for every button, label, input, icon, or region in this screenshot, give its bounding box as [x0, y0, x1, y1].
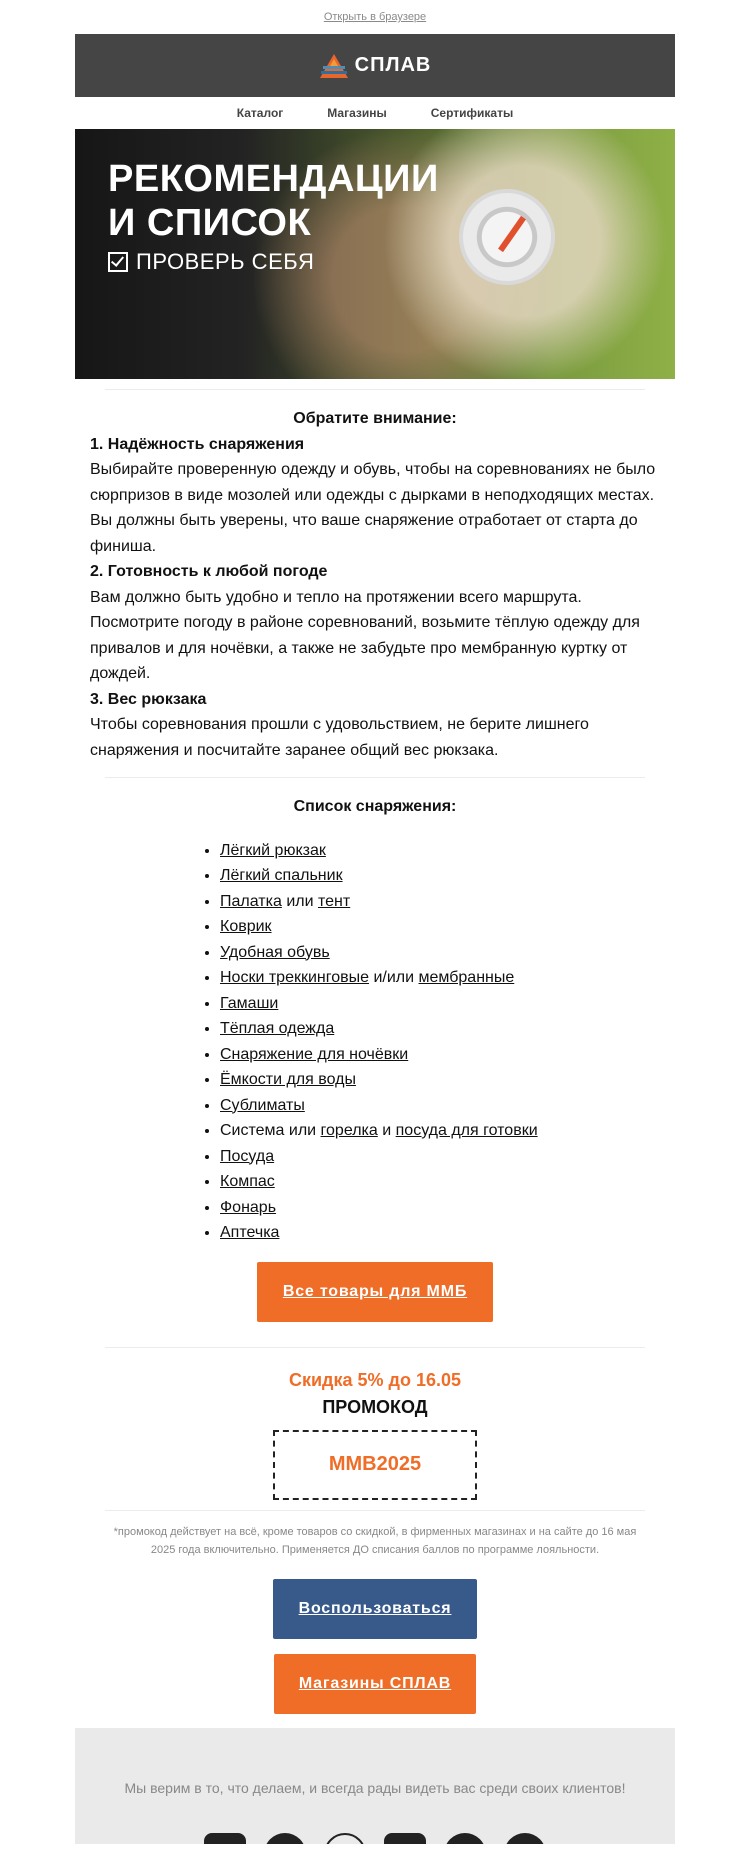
- promo-disclaimer: *промокод действует на всё, кроме товаров со скидкой, в фирменных магазинах и на сайте до 16 мая 2025 года включительно. Применяется ДО списания баллов по программе лояльности.: [113, 1525, 637, 1556]
- gear-link-sleeping-bag[interactable]: Лёгкий спальник: [220, 867, 343, 884]
- gear-section: [75, 778, 675, 1246]
- gear-link-membrane[interactable]: мембранные: [418, 969, 515, 986]
- list-item: [220, 838, 675, 864]
- gear-link-first-aid[interactable]: Аптечка: [220, 1224, 280, 1241]
- gear-text-system-or: Система или: [220, 1122, 317, 1139]
- checkbox-icon: [108, 252, 128, 272]
- gear-link-mat[interactable]: Коврик: [220, 918, 272, 935]
- social-icon-4[interactable]: [384, 1833, 426, 1844]
- social-icon-2[interactable]: [264, 1833, 306, 1844]
- nav-certificates[interactable]: Сертификаты: [430, 106, 514, 120]
- social-icon-5[interactable]: [444, 1833, 486, 1844]
- list-item: [220, 1144, 675, 1170]
- hero-subtitle-text: ПРОВЕРЬ СЕБЯ: [136, 249, 315, 274]
- list-item: [220, 940, 675, 966]
- attention-section: [75, 390, 675, 763]
- hero-title: [108, 157, 439, 245]
- gear-link-flashlight[interactable]: Фонарь: [220, 1198, 277, 1216]
- list-item: [220, 1067, 675, 1093]
- gear-link-tarp[interactable]: тент: [317, 892, 351, 910]
- nav-catalog[interactable]: Каталог: [236, 106, 284, 120]
- point-2-text: Вам должно быть удобно и тепло на протяжении всего маршрута. Посмотрите погоду в районе соревнований, возьмите тёплую одежду для привалов и для ночёвки, а также не забудьте про мембранную куртку от дождей.: [90, 588, 640, 682]
- gear-link-backpack[interactable]: Лёгкий рюкзак: [220, 841, 326, 859]
- nav-stores[interactable]: Магазины: [327, 106, 387, 120]
- gear-link-socks[interactable]: Носки треккинговые: [220, 969, 370, 986]
- hero-banner[interactable]: [75, 129, 675, 379]
- open-in-browser-link[interactable]: Открыть в браузере: [323, 11, 427, 23]
- logo-text: СПЛАВ: [354, 54, 432, 76]
- splav-stores-button[interactable]: Магазины СПЛАВ: [274, 1654, 476, 1714]
- list-item: [220, 1169, 675, 1195]
- promo-discount: Скидка 5% до 16.05: [288, 1369, 461, 1390]
- social-icon-3[interactable]: [324, 1833, 366, 1844]
- gear-link-cookware[interactable]: посуда для готовки: [395, 1122, 538, 1139]
- footer-message: Мы верим в то, что делаем, и всегда рады видеть вас среди своих клиентов!: [124, 1779, 626, 1796]
- list-item: [220, 991, 675, 1017]
- list-item: [220, 1118, 675, 1144]
- gear-text-and: и: [382, 1122, 392, 1139]
- list-item: [220, 863, 675, 889]
- point-1-heading: 1. Надёжность снаряжения: [90, 435, 305, 453]
- promo-code: MMB2025: [328, 1453, 422, 1475]
- point-2-heading: 2. Готовность к любой погоде: [90, 563, 328, 580]
- footer: [75, 1728, 675, 1844]
- gear-link-tent[interactable]: Палатка: [220, 892, 282, 910]
- gear-link-shoes[interactable]: Удобная обувь: [220, 943, 330, 961]
- hero-subtitle: [108, 249, 314, 275]
- promo-label: ПРОМОКОД: [322, 1396, 428, 1417]
- gear-link-burner[interactable]: горелка: [320, 1122, 378, 1139]
- point-3-text: Чтобы соревнования прошли с удовольствием, не берите лишнего снаряжения и посчитайте заранее общий вес рюкзака.: [90, 716, 589, 759]
- list-item: [220, 1093, 675, 1119]
- splav-logo-icon: [319, 53, 349, 79]
- list-item: [220, 1220, 675, 1246]
- social-icon-1[interactable]: [204, 1833, 246, 1844]
- list-item: [220, 1042, 675, 1068]
- point-1-text: Выбирайте проверенную одежду и обувь, чтобы на соревнованиях не было сюрпризов в виде мозолей или одежды с дырками в неподходящих местах. Вы должны быть уверены, что ваше снаряжение отработает от старта до финиша.: [90, 461, 656, 555]
- all-mmb-products-button[interactable]: Все товары для ММБ: [257, 1262, 493, 1322]
- gear-link-gaiters[interactable]: Гамаши: [220, 994, 279, 1012]
- point-3-heading: 3. Вес рюкзака: [90, 690, 207, 708]
- gear-text-and-or: и/или: [373, 969, 415, 986]
- logo[interactable]: [319, 53, 432, 79]
- use-promo-button[interactable]: Воспользоваться: [273, 1579, 477, 1639]
- list-item: [220, 1195, 675, 1221]
- gear-link-water[interactable]: Ёмкости для воды: [220, 1071, 356, 1088]
- attention-title: Обратите внимание:: [293, 410, 457, 427]
- list-item: [220, 1016, 675, 1042]
- social-links: [75, 1833, 675, 1844]
- gear-text-or: или: [286, 892, 314, 910]
- email-container: [75, 0, 675, 1844]
- gear-link-compass[interactable]: Компас: [220, 1173, 275, 1190]
- list-item: [220, 914, 675, 940]
- hero-title-line1: РЕКОМЕНДАЦИИ: [108, 158, 439, 200]
- gear-link-food[interactable]: Сублиматы: [220, 1096, 305, 1114]
- promo-code-box[interactable]: [273, 1430, 477, 1500]
- gear-link-night-gear[interactable]: Снаряжение для ночёвки: [220, 1045, 409, 1063]
- top-nav: [75, 97, 675, 129]
- social-icon-6[interactable]: [504, 1833, 546, 1844]
- gear-link-dishes[interactable]: Посуда: [220, 1147, 275, 1165]
- list-item: [220, 965, 675, 991]
- gear-link-warm-clothes[interactable]: Тёплая одежда: [220, 1020, 335, 1037]
- logo-bar: [75, 34, 675, 97]
- list-item: [220, 889, 675, 915]
- top-line: [75, 0, 675, 34]
- gear-list: [75, 838, 675, 1246]
- gear-title: Список снаряжения:: [293, 798, 457, 815]
- hero-title-line2: И СПИСОК: [108, 202, 312, 244]
